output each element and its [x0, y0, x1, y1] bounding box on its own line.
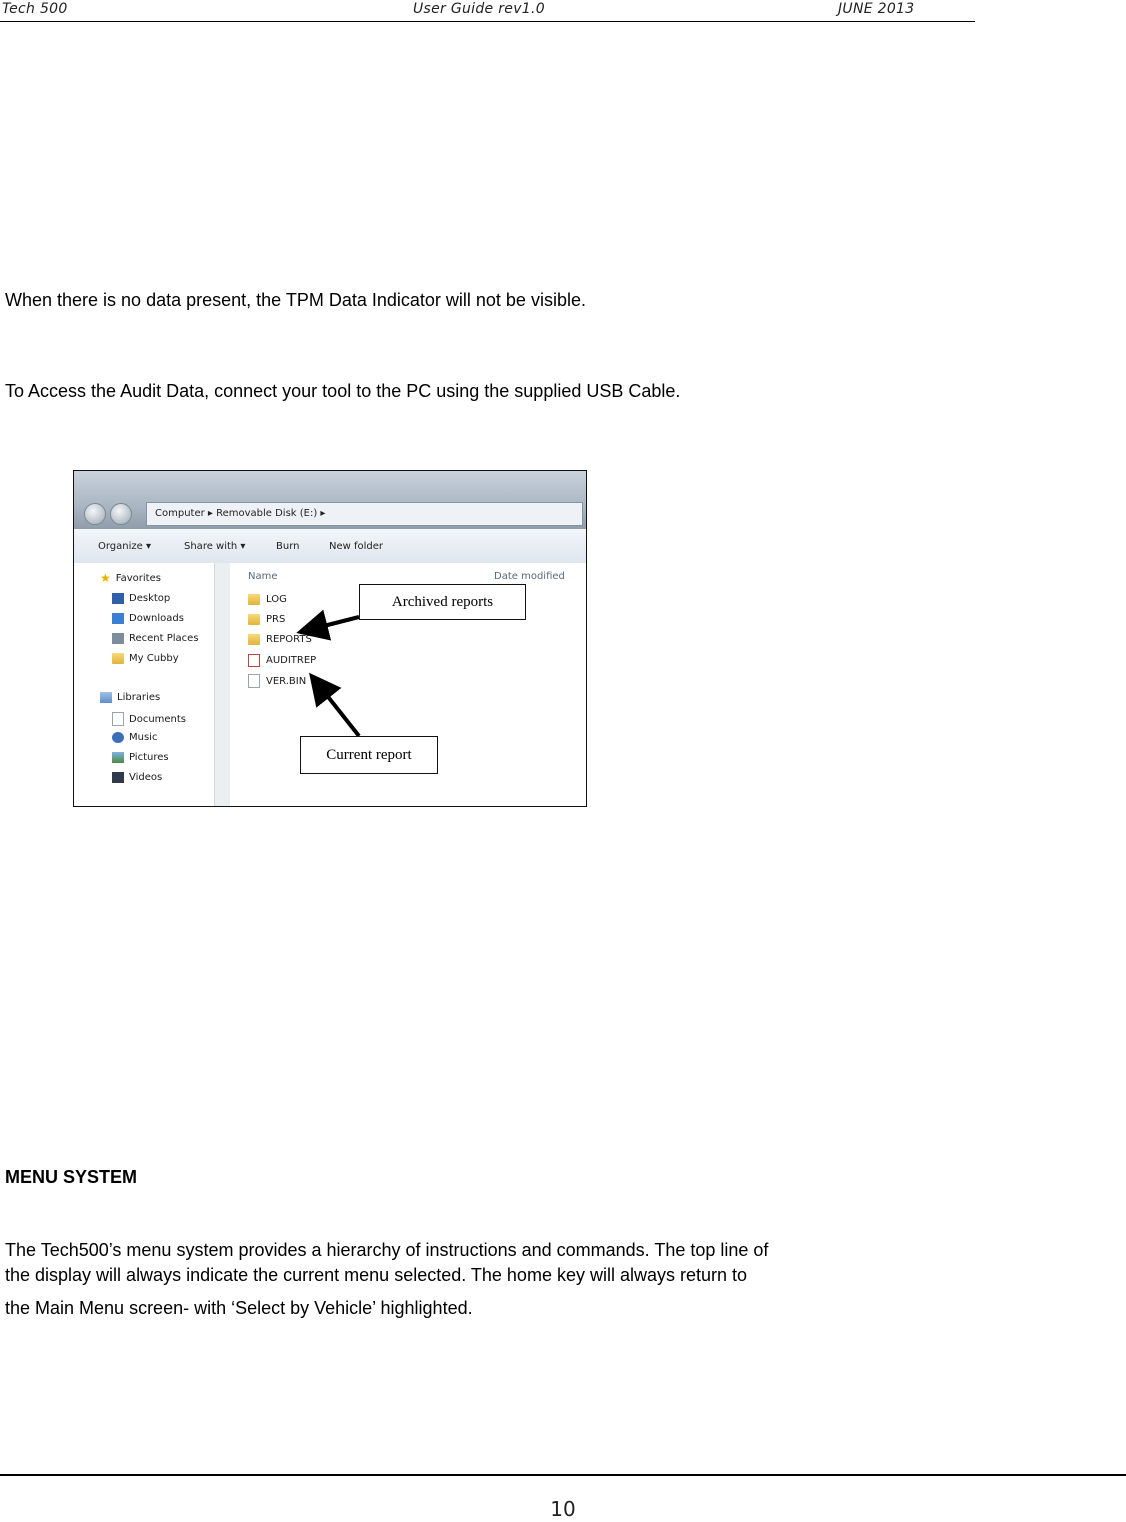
libraries-icon: [100, 692, 112, 703]
nav-label: Videos: [129, 772, 163, 783]
nav-cubby: [112, 653, 179, 664]
forward-icon: [110, 503, 132, 525]
toolbar-share: Share with ▾: [184, 541, 246, 552]
header-date: JUNE 2013: [838, 1, 915, 17]
file-row: [248, 594, 287, 605]
desktop-icon: [112, 593, 124, 604]
downloads-icon: [112, 613, 124, 624]
nav-recent: [112, 633, 199, 644]
file-row: [248, 634, 312, 645]
footer-rule: [0, 1474, 1126, 1476]
file-row: [248, 654, 316, 667]
nav-favorites: [100, 573, 161, 584]
back-icon: [84, 503, 106, 525]
nav-label: My Cubby: [129, 653, 179, 664]
videos-icon: [112, 772, 124, 783]
page-number: 10: [550, 1497, 576, 1521]
file-name: AUDITREP: [266, 655, 317, 666]
nav-label: Favorites: [115, 573, 161, 584]
address-path: Computer ▸ Removable Disk (E:) ▸: [155, 508, 326, 519]
nav-label: Recent Places: [129, 633, 199, 644]
nav-videos: [112, 772, 162, 783]
nav-label: Pictures: [129, 752, 169, 763]
nav-label: Documents: [129, 713, 187, 725]
header-left: Tech 500: [2, 1, 68, 17]
nav-music: [112, 732, 157, 743]
callout-archived-reports: Archived reports: [359, 584, 526, 620]
file-name: REPORTS: [266, 634, 312, 645]
header-title: User Guide rev1.0: [413, 1, 545, 17]
column-date-modified: Date modified: [494, 571, 565, 582]
header-rule: [0, 21, 975, 22]
nav-pictures: [112, 752, 169, 763]
file-row: [248, 674, 306, 688]
recent-places-icon: [112, 633, 124, 644]
toolbar-organize: Organize ▾: [98, 541, 151, 552]
column-name: Name: [248, 571, 278, 582]
paragraph-menu-line2: the display will always indicate the current menu selected. The home key will always return to: [5, 1265, 748, 1285]
page-header: [0, 0, 975, 22]
paragraph-access: To Access the Audit Data, connect your tool to the PC using the supplied USB Cable.: [5, 381, 681, 401]
nav-documents: [112, 712, 186, 726]
explorer-nav-pane: [74, 563, 214, 806]
nav-downloads: [112, 613, 184, 624]
paragraph-no-data: When there is no data present, the TPM Data Indicator will not be visible.: [5, 290, 586, 310]
report-file-icon: [248, 654, 260, 667]
pictures-icon: [112, 752, 124, 763]
toolbar-new-folder: New folder: [329, 541, 384, 552]
explorer-titlebar: [74, 471, 586, 529]
address-bar: [146, 502, 583, 526]
toolbar-burn: Burn: [276, 541, 300, 552]
nav-label: Music: [129, 732, 158, 743]
music-icon: [112, 732, 124, 743]
star-icon: ★: [100, 571, 111, 585]
paragraph-menu-line1: The Tech500’s menu system provides a hierarchy of instructions and commands. The top line of: [5, 1240, 769, 1260]
nav-label: Desktop: [129, 593, 171, 604]
file-name: VER.BIN: [266, 675, 307, 687]
file-name: LOG: [266, 594, 287, 605]
folder-icon: [248, 634, 260, 645]
section-heading: MENU SYSTEM: [5, 1167, 138, 1187]
documents-icon: [112, 712, 124, 726]
explorer-screenshot: [73, 470, 587, 807]
nav-desktop: [112, 593, 170, 604]
folder-icon: [248, 614, 260, 625]
folder-icon: [112, 653, 124, 664]
nav-scrollbar: [214, 563, 231, 806]
nav-label: Libraries: [117, 692, 161, 703]
explorer-toolbar: [74, 529, 586, 564]
folder-icon: [248, 594, 260, 605]
file-row: [248, 614, 285, 625]
file-icon: [248, 674, 260, 688]
callout-current-report: Current report: [300, 736, 438, 774]
file-name: PRS: [266, 614, 286, 625]
nav-libraries: [100, 692, 160, 703]
nav-label: Downloads: [129, 613, 184, 624]
paragraph-menu-line3: the Main Menu screen- with ‘Select by Vehicle’ highlighted.: [5, 1298, 473, 1318]
